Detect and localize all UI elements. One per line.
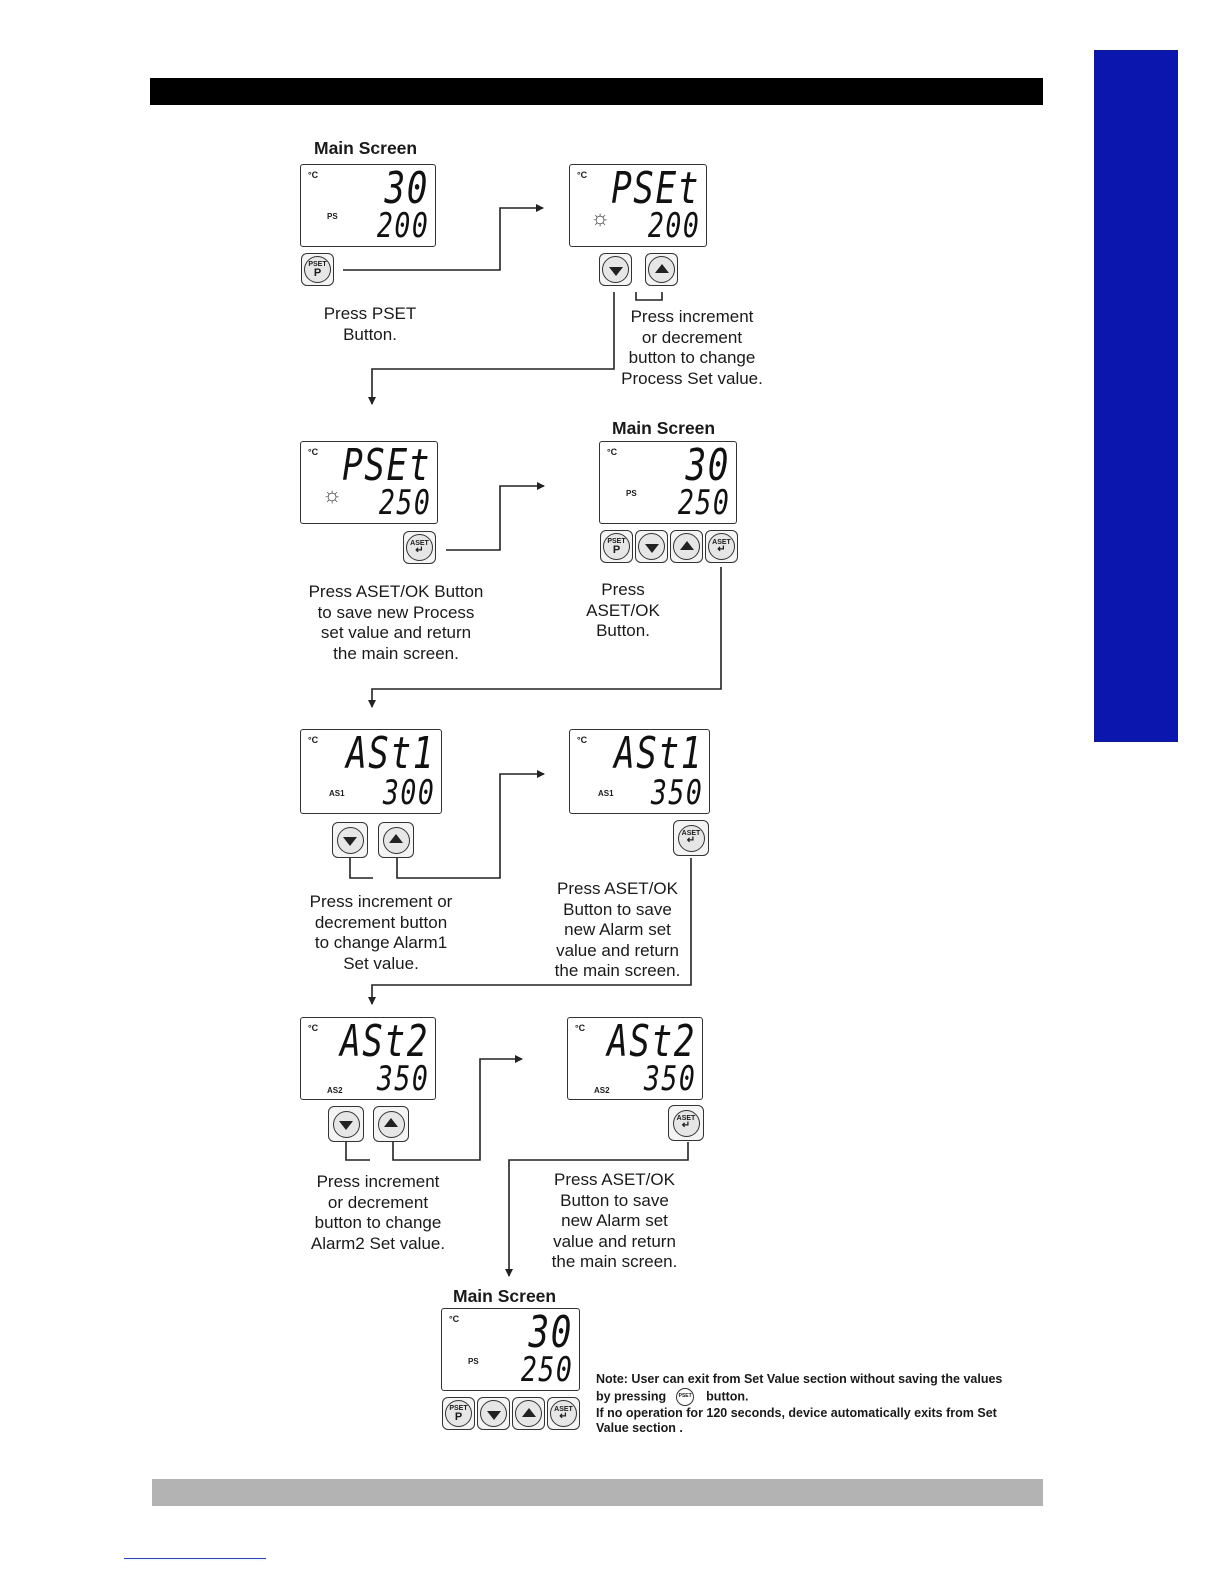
unit-label: °C <box>449 1314 460 1324</box>
bracket-step2-buttons <box>636 292 662 300</box>
lcd-display <box>300 164 436 247</box>
step3-caption: Press ASET/OK Button to save new Process set value and return the main screen. <box>308 582 484 663</box>
display-top-value: 30 <box>384 163 429 214</box>
down-arrow-icon <box>609 267 623 276</box>
increment-button[interactable] <box>373 1106 409 1142</box>
display-bottom-value: 350 <box>376 1059 429 1099</box>
increment-button[interactable] <box>670 530 703 563</box>
decrement-button[interactable] <box>328 1106 364 1142</box>
aset-ok-button[interactable]: ASET ↵ <box>673 820 709 856</box>
pset-inline-icon: PSET <box>676 1388 694 1406</box>
main-screen-title: Main Screen <box>314 138 418 158</box>
display-bottom-value: 250 <box>677 483 730 523</box>
display-top-value: 30 <box>685 440 730 491</box>
up-arrow-icon <box>389 834 403 843</box>
blink-indicator-icon: ☼ <box>590 205 611 230</box>
pset-button[interactable]: PSET P <box>301 253 334 286</box>
pset-button[interactable]: PSET P <box>442 1397 475 1430</box>
aset-ok-button[interactable]: ASET ↵ <box>403 531 436 564</box>
unit-label: °C <box>607 447 618 457</box>
display-top-value: PSEt <box>342 440 431 491</box>
unit-label: °C <box>308 170 319 180</box>
increment-button[interactable] <box>378 822 414 858</box>
arrow-step7-to-step8 <box>346 1142 370 1160</box>
arrow-step5-to-step6 <box>350 858 373 878</box>
up-arrow-icon <box>522 1408 536 1417</box>
aset-ok-button[interactable]: ASET ↵ <box>705 530 738 563</box>
note-text: Note: User can exit from Set Value section without saving the values by pressing PSET button. If no operation for 120 seconds, device automatically exits from Set Value section . <box>596 1372 1003 1435</box>
lcd-display <box>569 729 710 814</box>
up-arrow-icon <box>384 1118 398 1127</box>
lcd-display <box>300 729 442 814</box>
indicator-label: PS <box>327 212 338 221</box>
indicator-label: AS2 <box>594 1086 610 1095</box>
arrow-step3-to-step4 <box>446 486 544 550</box>
indicator-label: AS1 <box>329 789 345 798</box>
lcd-display <box>599 441 737 524</box>
step8-caption: Press ASET/OK Button to save new Alarm set value and return the main screen. <box>551 1170 678 1271</box>
display-top-value: PSEt <box>611 163 700 214</box>
up-arrow-icon <box>655 264 669 273</box>
display-top-value: ASt2 <box>607 1016 696 1067</box>
display-bottom-value: 350 <box>643 1059 696 1099</box>
down-arrow-icon <box>487 1411 501 1420</box>
unit-label: °C <box>577 170 588 180</box>
display-top-value: ASt1 <box>346 728 435 779</box>
display-top-value: ASt1 <box>614 728 703 779</box>
decrement-button[interactable] <box>635 530 668 563</box>
step5-caption: Press increment or decrement button to change Alarm1 Set value. <box>309 892 453 973</box>
down-arrow-icon <box>645 544 659 553</box>
indicator-label: PS <box>468 1357 479 1366</box>
step4-caption: Press ASET/OK Button. <box>586 580 660 640</box>
indicator-label: AS2 <box>327 1086 343 1095</box>
decrement-button[interactable] <box>332 822 368 858</box>
step7-caption: Press increment or decrement button to change Alarm2 Set value. <box>310 1172 446 1253</box>
unit-label: °C <box>308 447 319 457</box>
step6-caption: Press ASET/OK Button to save new Alarm set value and return the main screen. <box>554 879 681 980</box>
display-bottom-value: 250 <box>378 483 431 523</box>
increment-button[interactable] <box>512 1397 545 1430</box>
pset-button[interactable]: PSET P <box>600 530 633 563</box>
display-top-value: 30 <box>528 1307 573 1358</box>
lcd-display <box>569 164 707 247</box>
display-bottom-value: 250 <box>520 1350 573 1390</box>
step1-caption: Press PSET Button. <box>323 304 417 344</box>
main-screen-title: Main Screen <box>453 1286 557 1306</box>
display-bottom-value: 300 <box>382 773 435 813</box>
indicator-label: AS1 <box>598 789 614 798</box>
down-arrow-icon <box>339 1121 353 1130</box>
up-arrow-icon <box>680 541 694 550</box>
indicator-label: PS <box>626 489 637 498</box>
unit-label: °C <box>577 735 588 745</box>
aset-ok-button[interactable]: ASET ↵ <box>547 1397 580 1430</box>
lcd-display <box>300 441 438 524</box>
lcd-display <box>441 1308 580 1391</box>
display-bottom-value: 200 <box>647 206 700 246</box>
unit-label: °C <box>575 1023 586 1033</box>
decrement-button[interactable] <box>477 1397 510 1430</box>
display-bottom-value: 200 <box>376 206 429 246</box>
blink-indicator-icon: ☼ <box>322 482 343 507</box>
main-screen-title: Main Screen <box>612 418 716 438</box>
unit-label: °C <box>308 1023 319 1033</box>
decrement-button[interactable] <box>599 253 632 286</box>
down-arrow-icon <box>343 837 357 846</box>
lcd-display <box>567 1017 703 1100</box>
aset-ok-button[interactable]: ASET ↵ <box>668 1105 704 1141</box>
unit-label: °C <box>308 735 319 745</box>
lcd-display <box>300 1017 436 1100</box>
display-top-value: ASt2 <box>340 1016 429 1067</box>
display-bottom-value: 350 <box>650 773 703 813</box>
step2-caption: Press increment or decrement button to change Process Set value. <box>621 307 763 388</box>
increment-button[interactable] <box>645 253 678 286</box>
